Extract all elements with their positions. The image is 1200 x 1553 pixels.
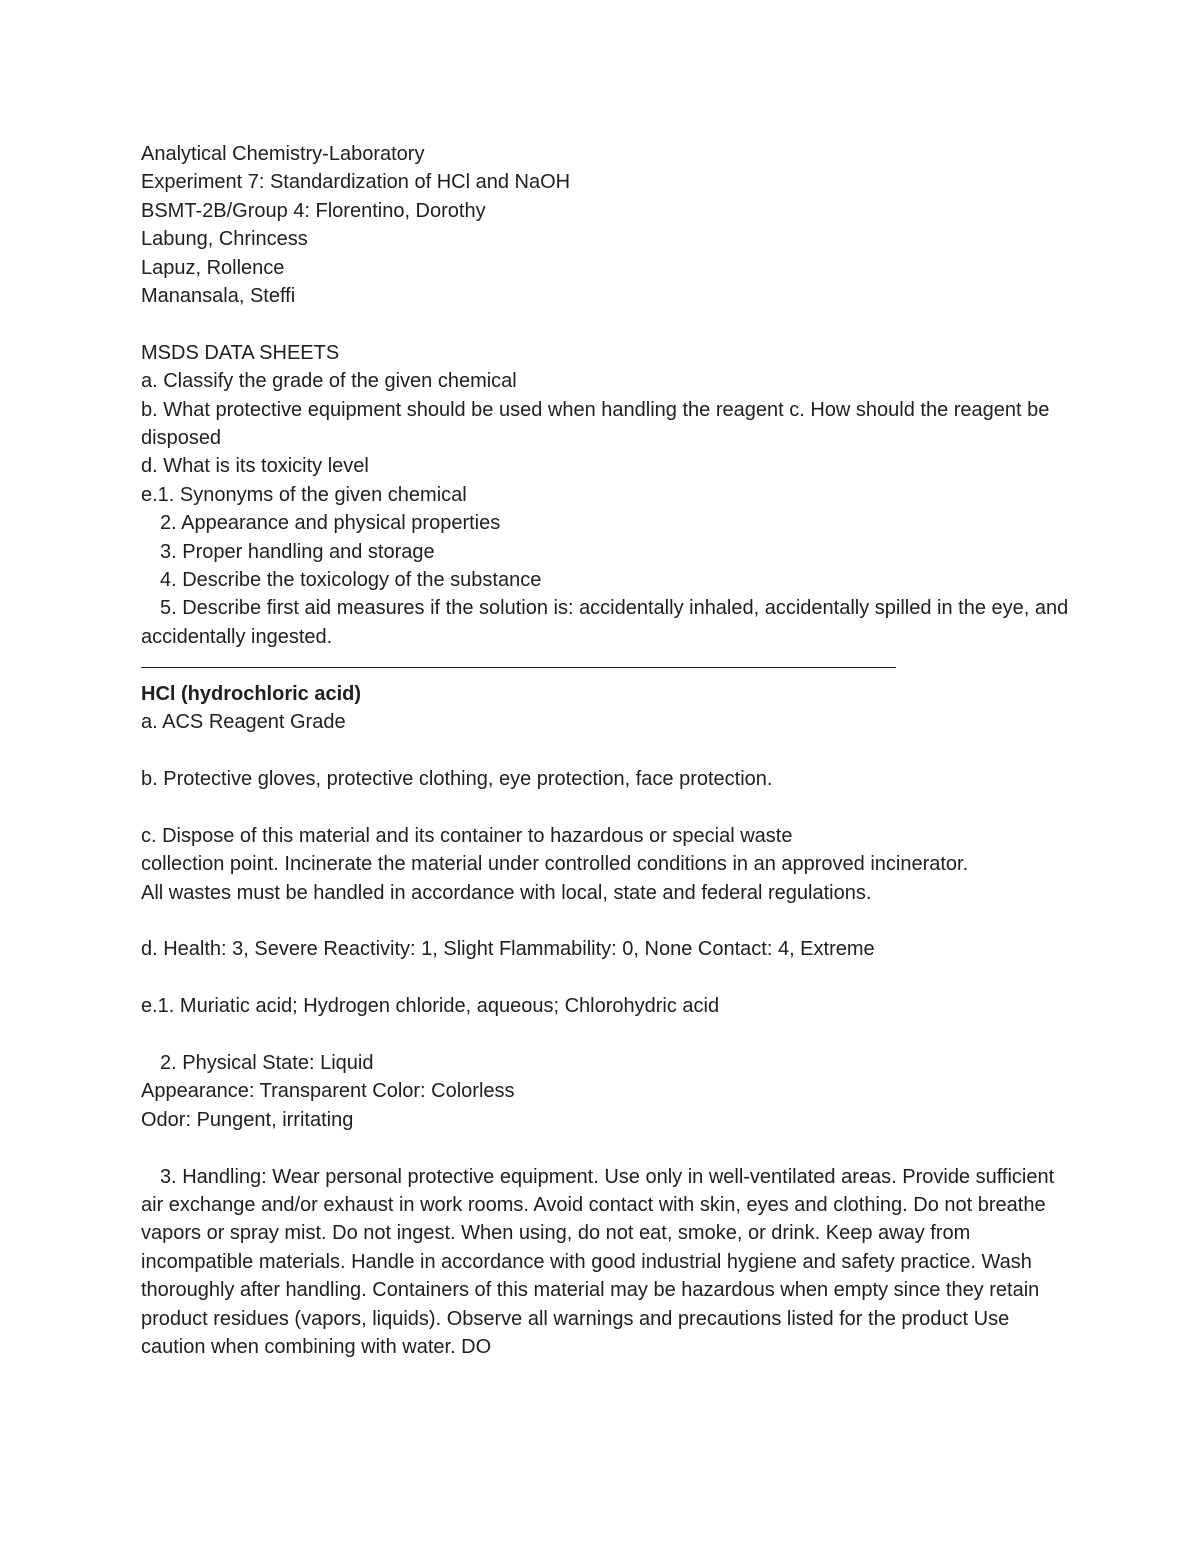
question-a: a. Classify the grade of the given chemical	[141, 370, 517, 393]
question-e5-text: 5. Describe first aid measures if the solution is: accidentally inhaled, accidentally spilled in the eye, and accidentally ingested.	[141, 597, 1074, 648]
question-e2: 2. Appearance and physical properties	[160, 512, 501, 535]
answer-d: d. Health: 3, Severe Reactivity: 1, Slight Flammability: 0, None Contact: 4, Extreme	[141, 938, 875, 961]
answer-a: a. ACS Reagent Grade	[141, 711, 346, 734]
document-body	[141, 140, 1074, 1361]
member-name: Manansala, Steffi	[141, 285, 296, 308]
answer-e1: e.1. Muriatic acid; Hydrogen chloride, aqueous; Chlorohydric acid	[141, 995, 720, 1018]
question-d: d. What is its toxicity level	[141, 455, 369, 478]
course-title: Analytical Chemistry-Laboratory	[141, 143, 425, 165]
spacer	[141, 310, 1071, 338]
answer-e2-state: 2. Physical State: Liquid	[160, 1051, 374, 1074]
answer-e2-appearance: Appearance: Transparent Color: Colorless	[141, 1080, 515, 1103]
question-e4: 4. Describe the toxicology of the substance	[160, 569, 542, 592]
question-e5	[141, 594, 1074, 651]
spacer	[141, 737, 1071, 765]
spacer	[141, 907, 1071, 935]
experiment-title: Experiment 7: Standardization of HCl and NaOH	[141, 171, 571, 194]
question-e3: 3. Proper handling and storage	[160, 540, 435, 563]
horizontal-divider	[141, 651, 1071, 679]
spacer	[141, 964, 1071, 992]
answer-c-line1: c. Dispose of this material and its container to hazardous or special waste	[141, 824, 793, 847]
answer-e3-text: 3. Handling: Wear personal protective equipment. Use only in well-ventilated areas. Provide sufficient air exchange and/or exhaust in work rooms. Avoid contact with skin, eyes and clothing. Do not breathe vapors or spray mist. Do not ingest. When using, do not eat, smoke, or drink. Keep away from incompatible materials. Handle in accordance with good industrial hygiene and safety practice. Wash thoroughly after handling. Containers of this material may be hazardous when empty since they retain product residues (vapors, liquids). Observe all warnings and precautions listed for the product Use caution when combining with water. DO	[141, 1165, 1060, 1358]
answer-b: b. Protective gloves, protective clothing, eye protection, face protection.	[141, 767, 773, 790]
member-name: Labung, Chrincess	[141, 228, 308, 251]
answer-e3	[141, 1163, 1071, 1362]
member-name: Lapuz, Rollence	[141, 256, 285, 279]
answer-e2-odor: Odor: Pungent, irritating	[141, 1108, 354, 1131]
question-e1: e.1. Synonyms of the given chemical	[141, 483, 467, 506]
answer-c-line3: All wastes must be handled in accordance with local, state and federal regulations.	[141, 881, 872, 904]
spacer	[141, 793, 1071, 821]
question-b-c: b. What protective equipment should be used when handling the reagent c. How should the reagent be disposed	[141, 398, 1055, 450]
spacer	[141, 1021, 1071, 1049]
spacer	[141, 1134, 1071, 1162]
group-line: BSMT-2B/Group 4: Florentino, Dorothy	[141, 199, 486, 222]
answer-c-line2: collection point. Incinerate the material under controlled conditions in an approved incinerator.	[141, 853, 969, 876]
section-title: MSDS DATA SHEETS	[141, 341, 340, 364]
chemical-heading: HCl (hydrochloric acid)	[141, 682, 362, 705]
